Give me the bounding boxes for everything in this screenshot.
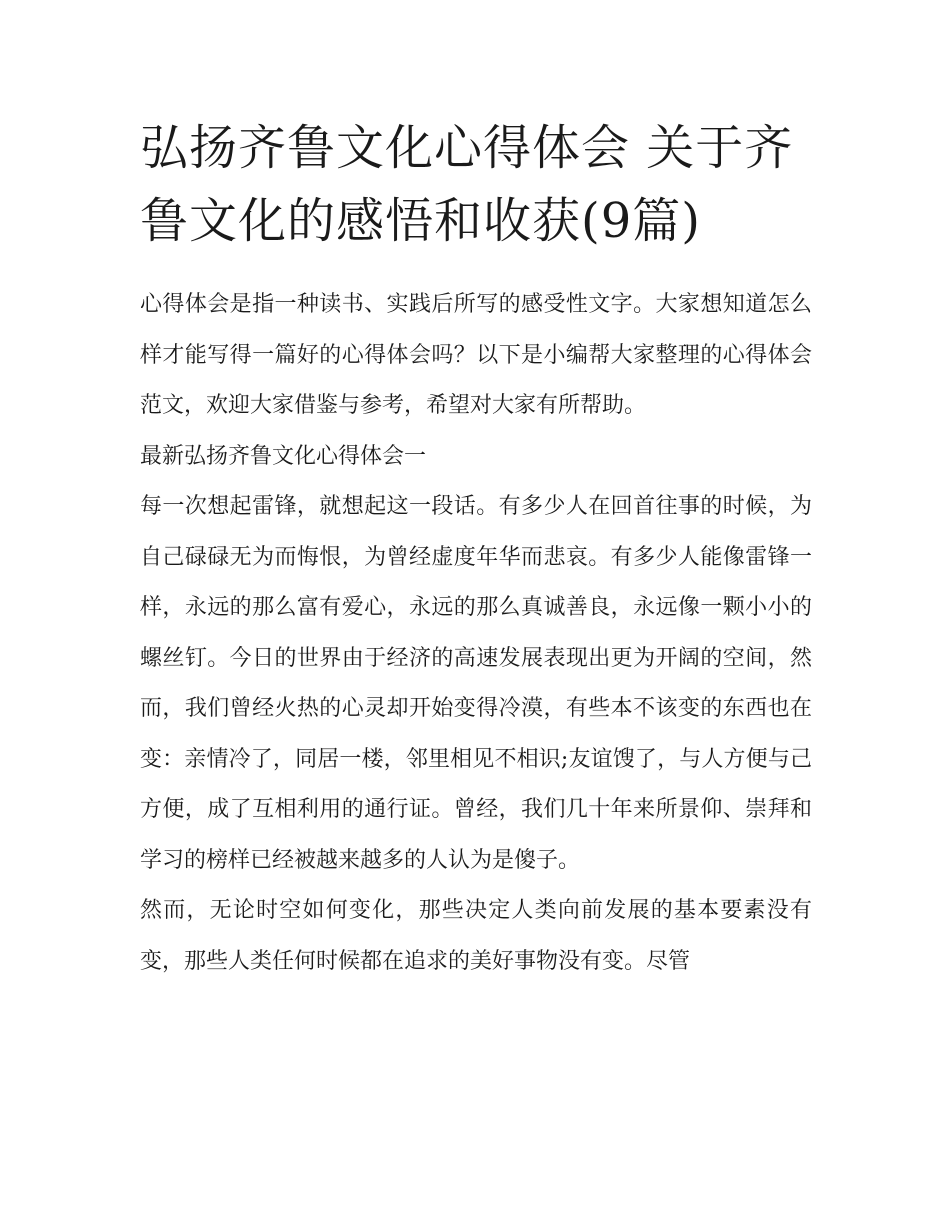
body-paragraph: 然而，无论时空如何变化，那些决定人类向前发展的基本要素没有变，那些人类任何时候都在追求的美好事物没有变。尽管 (140, 898, 812, 974)
document-body (140, 280, 812, 987)
document-title: 弘扬齐鲁文化心得体会 关于齐鲁文化的感悟和收获(9篇) (140, 120, 794, 249)
document-page (140, 112, 812, 987)
section-heading: 最新弘扬齐鲁文化心得体会一 (140, 443, 427, 469)
intro-paragraph: 心得体会是指一种读书、实践后所写的感受性文字。大家想知道怎么样才能写得一篇好的心得体会吗？以下是小编帮大家整理的心得体会范文，欢迎大家借鉴与参考，希望对大家有所帮助。 (140, 292, 812, 418)
body-paragraph: 每一次想起雷锋，就想起这一段话。有多少人在回首往事的时候，为自己碌碌无为而悔恨，为曾经虚度年华而悲哀。有多少人能像雷锋一样，永远的那么富有爱心，永远的那么真诚善良，永远像一颗小小的螺丝钉。今日的世界由于经济的高速发展表现出更为开阔的空间，然而，我们曾经火热的心灵却开始变得冷漠，有些本不该变的东西也在变：亲情冷了，同居一楼，邻里相见不相识;友谊馊了，与人方便与己方便，成了互相利用的通行证。曾经，我们几十年来所景仰、崇拜和学习的榜样已经被越来越多的人认为是傻子。 (140, 494, 812, 873)
